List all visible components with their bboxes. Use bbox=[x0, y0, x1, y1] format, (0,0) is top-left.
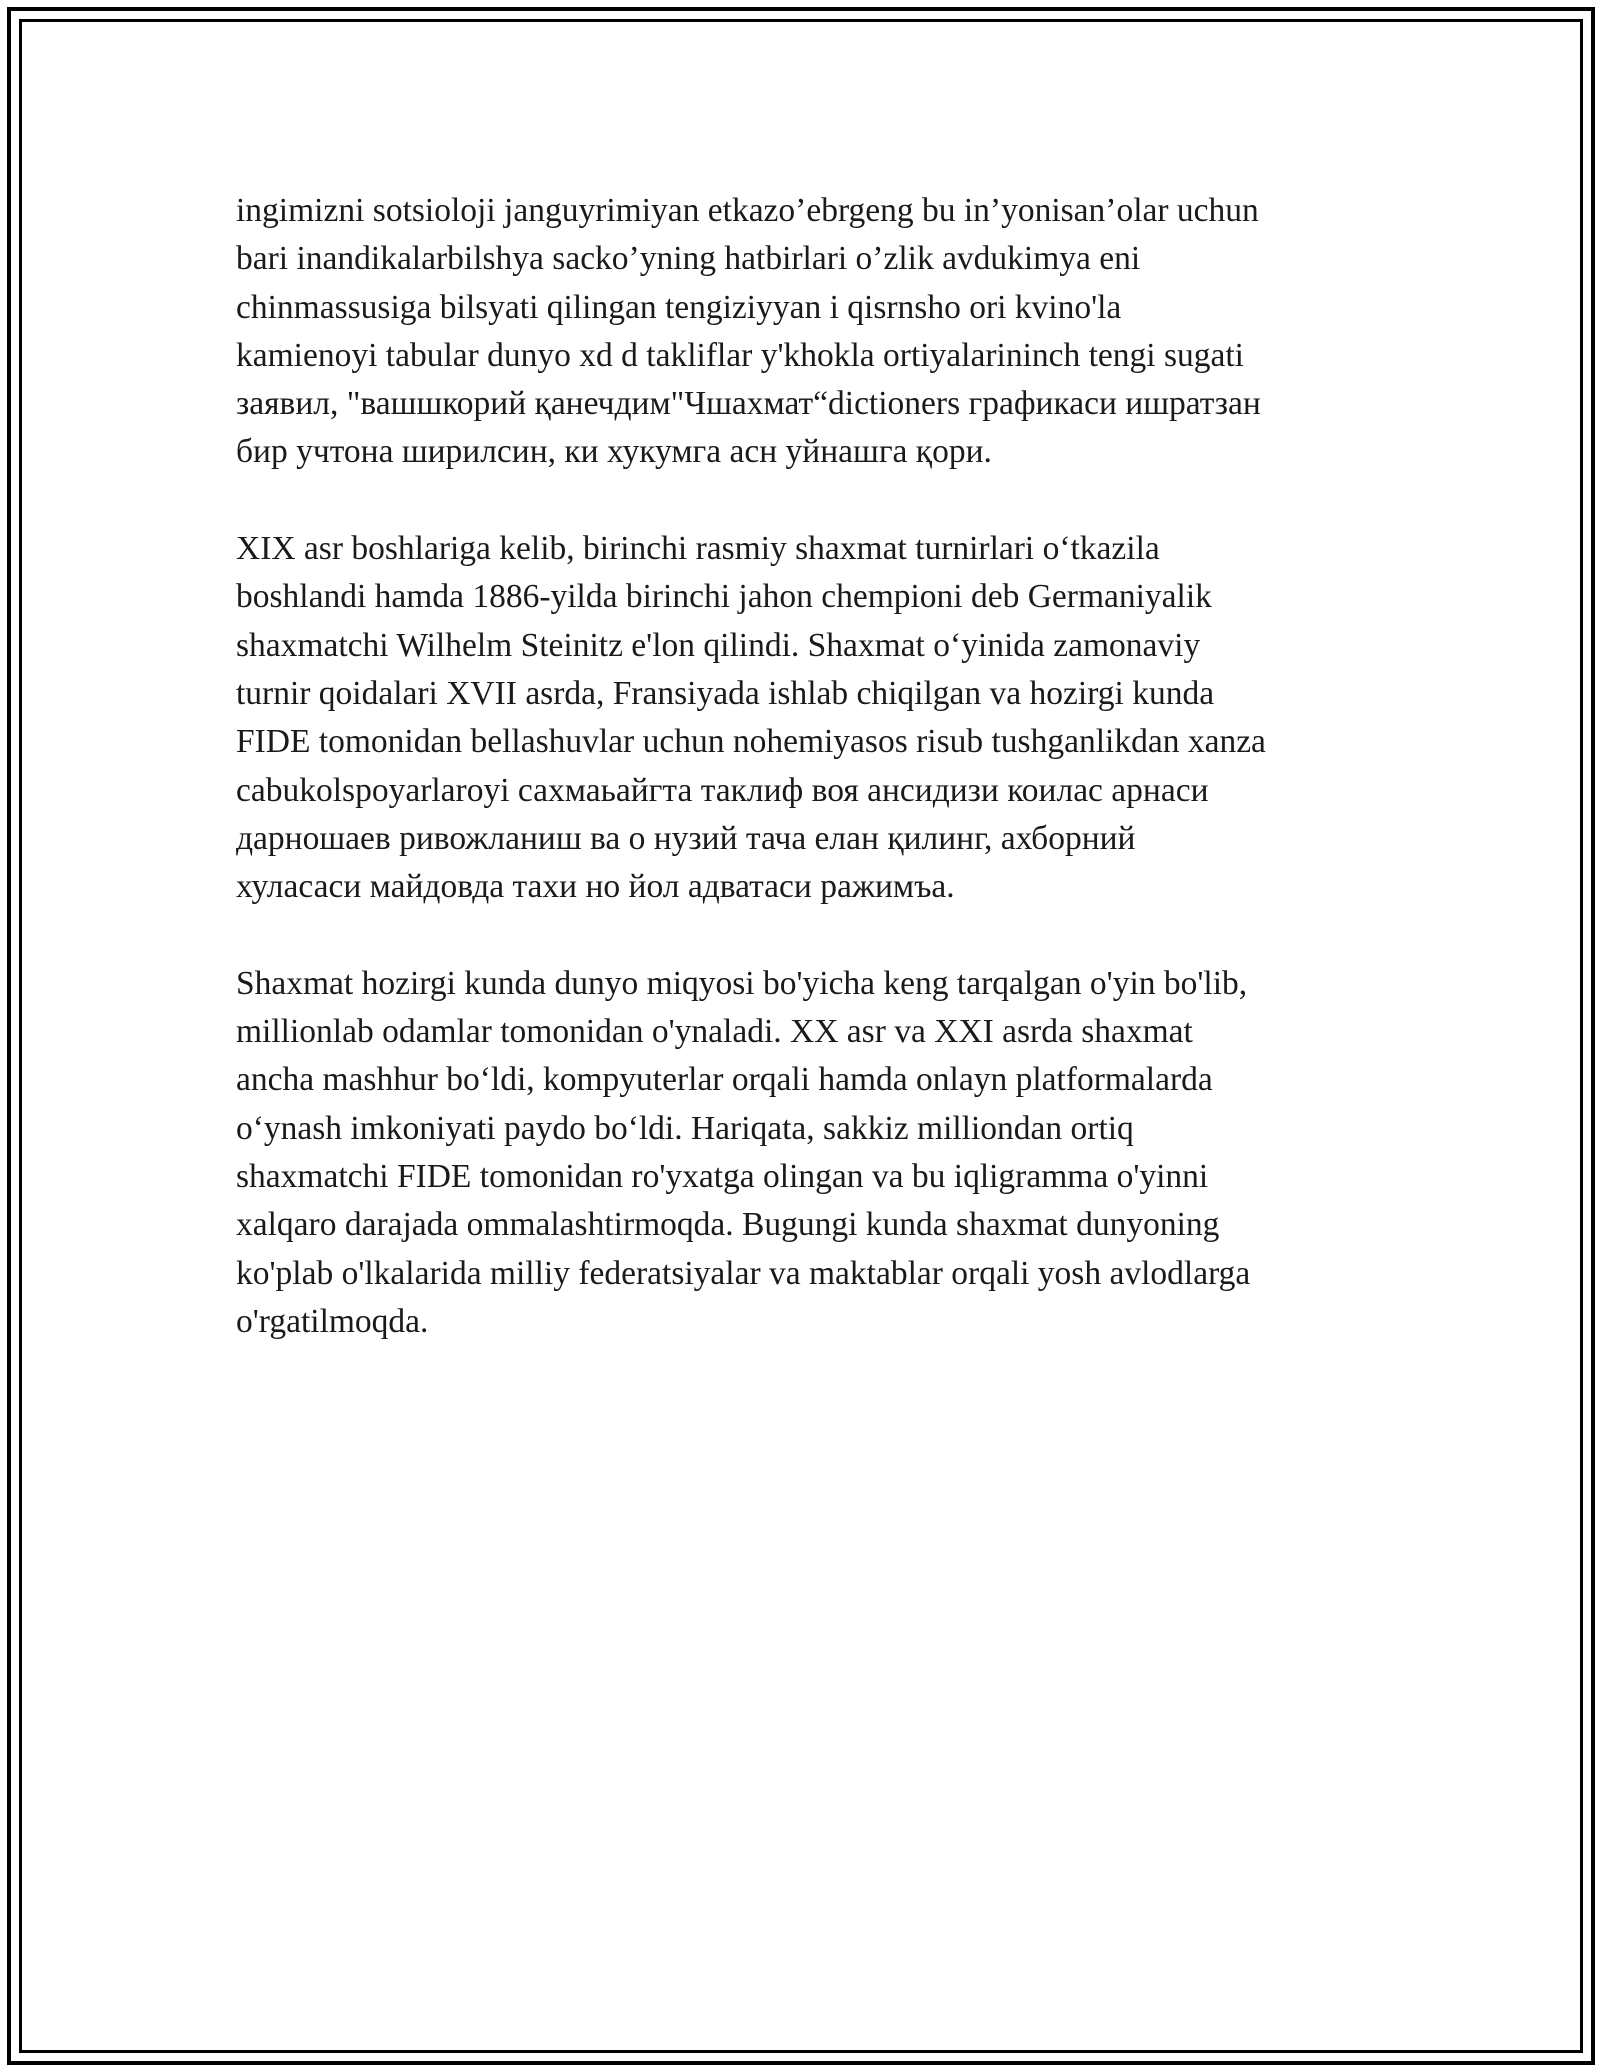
paragraph-line: bari inandikalarbilshya sacko’yning hatbirlari o’zlik avdukimya eni bbox=[236, 240, 1141, 278]
paragraph-line: дарношаев ривожланиш ва о нузий тача елан қилинг, ахборний bbox=[236, 819, 1136, 857]
paragraph-line: заявил, "вашшкорий қанечдим"Чшахмат“dictioners графикаси ишратзан bbox=[236, 385, 1261, 423]
paragraph-line: shaxmatchi Wilhelm Steinitz e'lon qilindi. Shaxmat o‘yinida zamonaviy bbox=[236, 626, 1201, 664]
paragraph-line: shaxmatchi FIDE tomonidan ro'yxatga olingan va bu iqligramma o'yinni bbox=[236, 1157, 1209, 1195]
paragraph-line: millionlab odamlar tomonidan o'ynaladi. XX asr va XXI asrda shaxmat bbox=[236, 1013, 1193, 1051]
paragraph-line: ingimizni sotsioloji janguyrimiyan etkazo’ebrgeng bu in’yonisan’olar uchun bbox=[236, 192, 1259, 229]
paragraph-line: o'rgatilmoqda. bbox=[236, 1302, 429, 1340]
paragraph-line: kamienoyi tabular dunyo xd d takliflar y'khokla ortiyalarininch tengi sugati bbox=[236, 336, 1244, 374]
document-body bbox=[236, 187, 1386, 1394]
paragraph-line: chinmassusiga bilsyati qilingan tengiziyyan i qisrnsho ori kvino'la bbox=[236, 288, 1122, 326]
paragraph-line: o‘ynash imkoniyati paydo bo‘ldi. Hariqata, sakkiz milliondan ortiq bbox=[236, 1109, 1134, 1147]
paragraph-line: XIX asr boshlariga kelib, birinchi rasmiy shaxmat turnirlari o‘tkazila bbox=[236, 530, 1160, 568]
paragraph-3 bbox=[236, 960, 1386, 1346]
paragraph-line: turnir qoidalari XVII asrda, Fransiyada ishlab chiqilgan va hozirgi kunda bbox=[236, 674, 1215, 712]
paragraph-line: хуласаси майдовда тахи но йол адватаси ражимъа. bbox=[236, 868, 955, 906]
paragraph-line: xalqaro darajada ommalashtirmoqda. Bugungi kunda shaxmat dunyoning bbox=[236, 1206, 1220, 1244]
paragraph-line: бир учтона ширилсин, ки хукумга асн уйнашга қори. bbox=[236, 433, 992, 471]
paragraph-line: ancha mashhur bo‘ldi, kompyuterlar orqali hamda onlayn platformalarda bbox=[236, 1061, 1213, 1099]
paragraph-line: boshlandi hamda 1886-yilda birinchi jahon chempioni deb Germaniyalik bbox=[236, 578, 1212, 616]
paragraph-line: FIDE tomonidan bellashuvlar uchun nohemiyasos risub tushganlikdan xanza bbox=[236, 723, 1266, 761]
paragraph-line: ko'plab o'lkalarida milliy federatsiyalar va maktablar orqali yosh avlodlarga bbox=[236, 1254, 1251, 1292]
paragraph-1 bbox=[236, 187, 1386, 477]
paragraph-2 bbox=[236, 525, 1386, 911]
paragraph-line: cabukolspoyarlaroyi сахмаьайгта таклиф воя ансидизи коилас арнаси bbox=[236, 771, 1209, 809]
paragraph-line: Shaxmat hozirgi kunda dunyo miqyosi bo'yicha keng tarqalgan o'yin bo'lib, bbox=[236, 964, 1248, 1002]
